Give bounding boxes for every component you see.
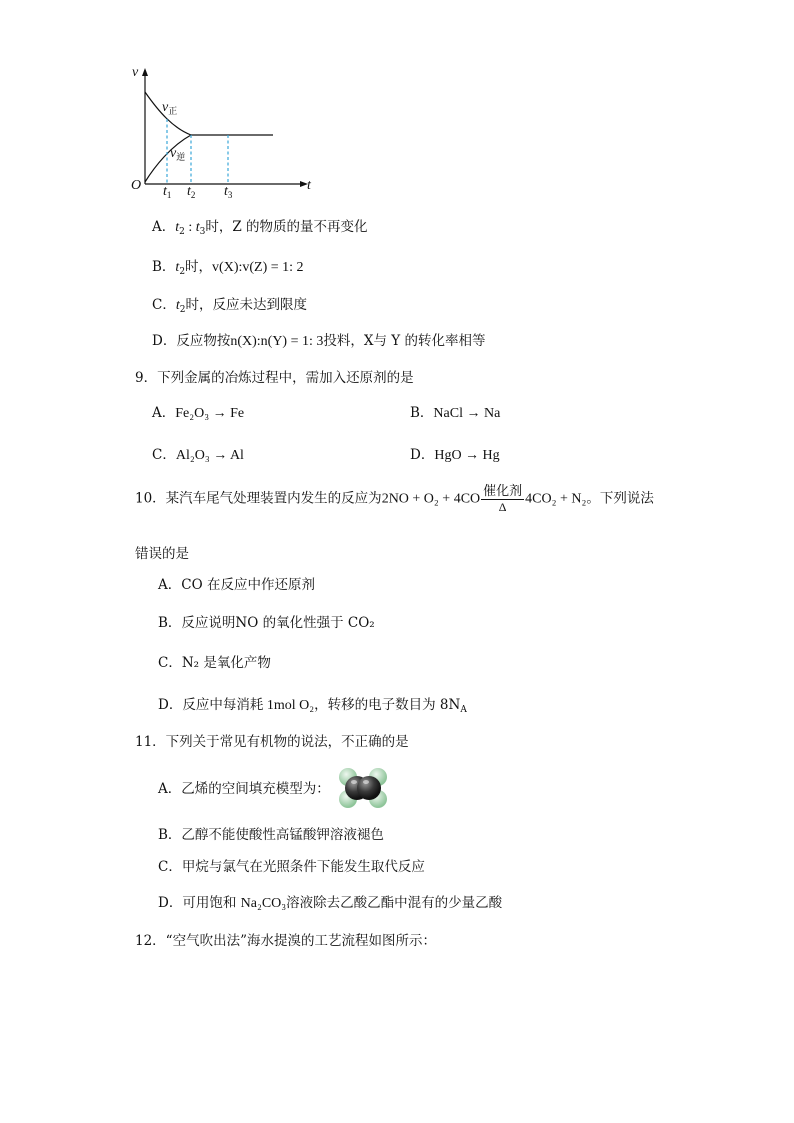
q10-option-a: A．CO 在反应中作还原剂 — [158, 577, 315, 593]
tick-t3-label: $t_3$ — [224, 184, 233, 200]
q10-option-d: D．反应中每消耗 1mol O₂，转移的电子数目为 $8N_A$ — [158, 697, 467, 715]
q9-option-a: A．Fe₂O₃ → Fe — [152, 405, 245, 421]
y-axis-arrow — [142, 68, 148, 76]
tick-t2-label: $t_2$ — [187, 184, 196, 200]
forward-rate-label: $v_正$ — [162, 100, 178, 116]
q11-option-c: C．甲烷与氯气在光照条件下能发生取代反应 — [158, 859, 425, 875]
rate-time-graph — [125, 62, 325, 202]
q9-option-b: B．NaCl → Na — [410, 405, 501, 421]
q11-option-d: D．可用饱和 Na₂CO₃溶液除去乙酸乙酯中混有的少量乙酸 — [158, 895, 503, 911]
q8-option-c: C．$t_2$时，反应未达到限度 — [152, 297, 307, 315]
q8-option-a: A．$t_2$ : $t_3$时，Z 的物质的量不再变化 — [152, 219, 368, 237]
axis-t-label: t — [307, 178, 311, 193]
q11-option-a: A．乙烯的空间填充模型为： — [158, 781, 330, 797]
q9-option-c: C．Al₂O₃ → Al — [152, 447, 244, 463]
q9-option-d: D．HgO → Hg — [410, 447, 500, 463]
q11-stem: 11．下列关于常见有机物的说法，不正确的是 — [135, 734, 409, 750]
origin-label: O — [131, 178, 142, 193]
q8-option-d: D．反应物按n(X):n(Y) = 1: 3投料，X与 Y 的转化率相等 — [152, 333, 486, 349]
q10-stem-line2: 错误的是 — [135, 546, 189, 562]
reverse-rate-label: $v_逆$ — [170, 146, 186, 162]
reaction-condition: $\frac{\text{催化剂}}{\Delta}$ — [483, 484, 523, 514]
q12-stem: 12．“空气吹出法”海水提溴的工艺流程如图所示： — [135, 933, 436, 949]
q10-option-c: C．N₂ 是氧化产物 — [158, 655, 271, 671]
graph-svg — [125, 62, 325, 202]
q10-stem: 10．某汽车尾气处理装置内发生的反应为2NO + O₂ + 4CO $\frac{\text{催化剂}}{\Delta}$ 4CO₂ + N₂。下列说法 — [135, 484, 654, 514]
q10-option-b: B．反应说明NO 的氧化性强于 CO₂ — [158, 615, 375, 631]
axis-v-label: v — [132, 65, 139, 80]
ethylene-space-filling-model — [336, 766, 390, 810]
tick-t1-label: $t_1$ — [163, 184, 172, 200]
ethylene-model-svg — [336, 766, 390, 810]
q8-option-b: B．$t_2$时，v(X):v(Z) = 1: 2 — [152, 259, 304, 277]
q11-option-b: B．乙醇不能使酸性高锰酸钾溶液褪色 — [158, 827, 384, 843]
q9-stem: 9．下列金属的冶炼过程中，需加入还原剂的是 — [135, 370, 414, 386]
